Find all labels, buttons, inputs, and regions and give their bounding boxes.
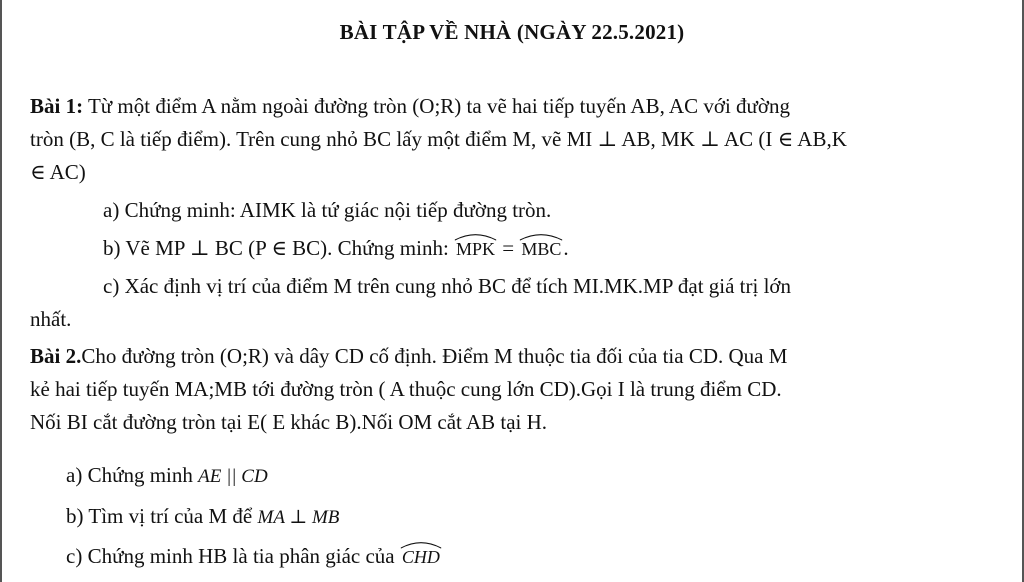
bai1-line2: tròn (B, C là tiếp điểm). Trên cung nhỏ BC lấy một điểm M, vẽ MI ⊥ AB, MK ⊥ AC (I ∈ AB,K [30,127,847,151]
bai2-b-prefix: b) Tìm vị trí của M để [66,504,258,528]
bai1-line1 [30,94,980,119]
bai1-heading: Bài 1: [30,94,84,118]
angle-mbc [519,237,563,262]
angle-mpk [454,237,497,262]
bai2-c-prefix: c) Chứng minh HB là tia phân giác của [66,544,400,568]
bai2-part-c [66,544,966,570]
page-title: BÀI TẬP VỀ NHÀ (NGÀY 22.5.2021) [339,20,685,44]
bai2-part-b [66,504,966,530]
bai2-b-math: MA ⊥ MB [257,507,340,528]
bai2-line2: kẻ hai tiếp tuyến MA;MB tới đường tròn ( A thuộc cung lớn CD).Gọi I là trung điểm CD. [30,377,782,401]
bai1-part-b [103,236,983,262]
angle-mbc-label: MBC [521,239,562,259]
bai1-part-c-line2: nhất. [30,307,72,331]
bai1-part-a: a) Chứng minh: AIMK là tứ giác nội tiếp đường tròn. [103,198,552,222]
left-border [0,0,2,582]
bai1-text-1: Từ một điểm A nằm ngoài đường tròn (O;R) ta vẽ hai tiếp tuyến AB, AC với đường [83,94,791,118]
bai2-part-a [66,463,966,489]
angle-mpk-label: MPK [456,239,496,259]
bai1-line3: ∈ AC) [30,160,86,184]
bai2-text-1: Cho đường tròn (O;R) và dây CD cố định. Điểm M thuộc tia đối của tia CD. Qua M [81,344,788,368]
bai1-part-c-line1: c) Xác định vị trí của điểm M trên cung nhỏ BC để tích MI.MK.MP đạt giá trị lớn [103,274,792,298]
bai1-b-prefix: b) Vẽ MP ⊥ BC (P ∈ BC). Chứng minh: [103,236,455,260]
bai2-a-math: AE || CD [198,466,268,487]
bai2-a-prefix: a) Chứng minh [66,463,199,487]
bai1-b-suffix: . [563,236,569,260]
bai2-heading: Bài 2. [30,344,82,368]
angle-chd [400,545,442,570]
bai2-line1 [30,344,980,369]
angle-chd-label: CHD [401,547,440,567]
bai1-b-eq: = [497,236,520,260]
bai2-line3: Nối BI cắt đường tròn tại E( E khác B).Nối OM cắt AB tại H. [30,410,548,434]
